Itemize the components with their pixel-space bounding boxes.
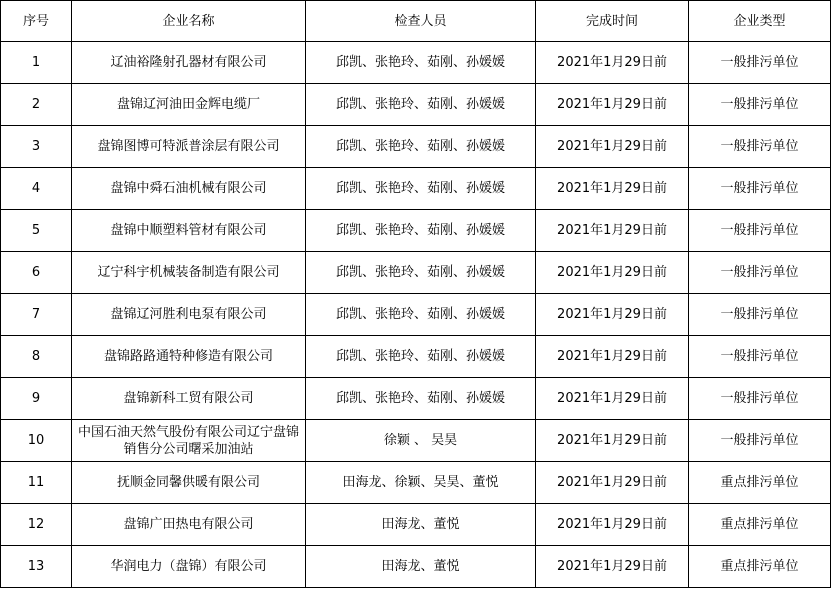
table-row xyxy=(1,546,831,588)
table-row xyxy=(1,168,831,210)
cell-inspectors: 邱凯、张艳玲、茹刚、孙媛媛 xyxy=(306,210,536,252)
cell-inspectors: 徐颖 、 吴昊 xyxy=(306,420,536,462)
cell-completion-time: 2021年1月29日前 xyxy=(536,126,689,168)
table-header-row xyxy=(1,1,831,42)
cell-inspectors: 邱凯、张艳玲、茹刚、孙媛媛 xyxy=(306,168,536,210)
cell-inspectors: 邱凯、张艳玲、茹刚、孙媛媛 xyxy=(306,84,536,126)
cell-inspectors: 邱凯、张艳玲、茹刚、孙媛媛 xyxy=(306,126,536,168)
cell-company-type: 重点排污单位 xyxy=(689,462,831,504)
table-row xyxy=(1,252,831,294)
cell-completion-time: 2021年1月29日前 xyxy=(536,252,689,294)
cell-completion-time: 2021年1月29日前 xyxy=(536,504,689,546)
table-row xyxy=(1,378,831,420)
cell-completion-time: 2021年1月29日前 xyxy=(536,420,689,462)
table-row xyxy=(1,420,831,462)
cell-inspectors: 邱凯、张艳玲、茹刚、孙媛媛 xyxy=(306,378,536,420)
cell-company-name: 抚顺金同馨供暖有限公司 xyxy=(72,462,306,504)
cell-company-name: 盘锦辽河胜利电泵有限公司 xyxy=(72,294,306,336)
cell-company-type: 一般排污单位 xyxy=(689,252,831,294)
cell-completion-time: 2021年1月29日前 xyxy=(536,168,689,210)
header-serial-number: 序号 xyxy=(1,1,72,42)
table-row xyxy=(1,126,831,168)
cell-company-type: 一般排污单位 xyxy=(689,336,831,378)
cell-company-type: 一般排污单位 xyxy=(689,42,831,84)
table-body xyxy=(1,42,831,588)
cell-serial-number: 9 xyxy=(1,378,72,420)
cell-company-name: 盘锦新科工贸有限公司 xyxy=(72,378,306,420)
cell-serial-number: 5 xyxy=(1,210,72,252)
cell-company-name: 辽宁科宇机械装备制造有限公司 xyxy=(72,252,306,294)
cell-company-type: 重点排污单位 xyxy=(689,546,831,588)
table-row xyxy=(1,462,831,504)
cell-company-type: 一般排污单位 xyxy=(689,126,831,168)
cell-inspectors: 邱凯、张艳玲、茹刚、孙媛媛 xyxy=(306,252,536,294)
cell-serial-number: 7 xyxy=(1,294,72,336)
cell-company-name: 华润电力（盘锦）有限公司 xyxy=(72,546,306,588)
cell-company-type: 重点排污单位 xyxy=(689,504,831,546)
header-completion-time: 完成时间 xyxy=(536,1,689,42)
cell-company-type: 一般排污单位 xyxy=(689,168,831,210)
table-row xyxy=(1,210,831,252)
cell-company-name: 中国石油天然气股份有限公司辽宁盘锦销售分公司曙采加油站 xyxy=(72,420,306,462)
cell-company-name: 盘锦路路通特种修造有限公司 xyxy=(72,336,306,378)
cell-company-name: 辽油裕隆射孔器材有限公司 xyxy=(72,42,306,84)
cell-completion-time: 2021年1月29日前 xyxy=(536,546,689,588)
cell-serial-number: 2 xyxy=(1,84,72,126)
cell-completion-time: 2021年1月29日前 xyxy=(536,84,689,126)
cell-serial-number: 12 xyxy=(1,504,72,546)
table-row xyxy=(1,504,831,546)
cell-serial-number: 13 xyxy=(1,546,72,588)
cell-company-type: 一般排污单位 xyxy=(689,378,831,420)
cell-inspectors: 田海龙、董悦 xyxy=(306,504,536,546)
cell-completion-time: 2021年1月29日前 xyxy=(536,210,689,252)
cell-serial-number: 3 xyxy=(1,126,72,168)
cell-inspectors: 邱凯、张艳玲、茹刚、孙媛媛 xyxy=(306,336,536,378)
table-row xyxy=(1,84,831,126)
cell-serial-number: 10 xyxy=(1,420,72,462)
cell-serial-number: 4 xyxy=(1,168,72,210)
cell-company-type: 一般排污单位 xyxy=(689,294,831,336)
cell-company-type: 一般排污单位 xyxy=(689,84,831,126)
cell-inspectors: 邱凯、张艳玲、茹刚、孙媛媛 xyxy=(306,42,536,84)
cell-company-name: 盘锦中顺塑料管材有限公司 xyxy=(72,210,306,252)
cell-completion-time: 2021年1月29日前 xyxy=(536,336,689,378)
table-row xyxy=(1,42,831,84)
cell-inspectors: 邱凯、张艳玲、茹刚、孙媛媛 xyxy=(306,294,536,336)
cell-completion-time: 2021年1月29日前 xyxy=(536,378,689,420)
cell-serial-number: 1 xyxy=(1,42,72,84)
header-company-type: 企业类型 xyxy=(689,1,831,42)
cell-serial-number: 6 xyxy=(1,252,72,294)
cell-completion-time: 2021年1月29日前 xyxy=(536,462,689,504)
cell-completion-time: 2021年1月29日前 xyxy=(536,42,689,84)
cell-serial-number: 8 xyxy=(1,336,72,378)
cell-completion-time: 2021年1月29日前 xyxy=(536,294,689,336)
header-company-name: 企业名称 xyxy=(72,1,306,42)
header-inspectors: 检查人员 xyxy=(306,1,536,42)
cell-company-name: 盘锦辽河油田金辉电缆厂 xyxy=(72,84,306,126)
table-row xyxy=(1,294,831,336)
cell-inspectors: 田海龙、徐颖、吴昊、董悦 xyxy=(306,462,536,504)
cell-company-name: 盘锦图博可特派普涂层有限公司 xyxy=(72,126,306,168)
table-row xyxy=(1,336,831,378)
cell-company-type: 一般排污单位 xyxy=(689,210,831,252)
cell-serial-number: 11 xyxy=(1,462,72,504)
cell-inspectors: 田海龙、董悦 xyxy=(306,546,536,588)
cell-company-type: 一般排污单位 xyxy=(689,420,831,462)
cell-company-name: 盘锦广田热电有限公司 xyxy=(72,504,306,546)
cell-company-name: 盘锦中舜石油机械有限公司 xyxy=(72,168,306,210)
